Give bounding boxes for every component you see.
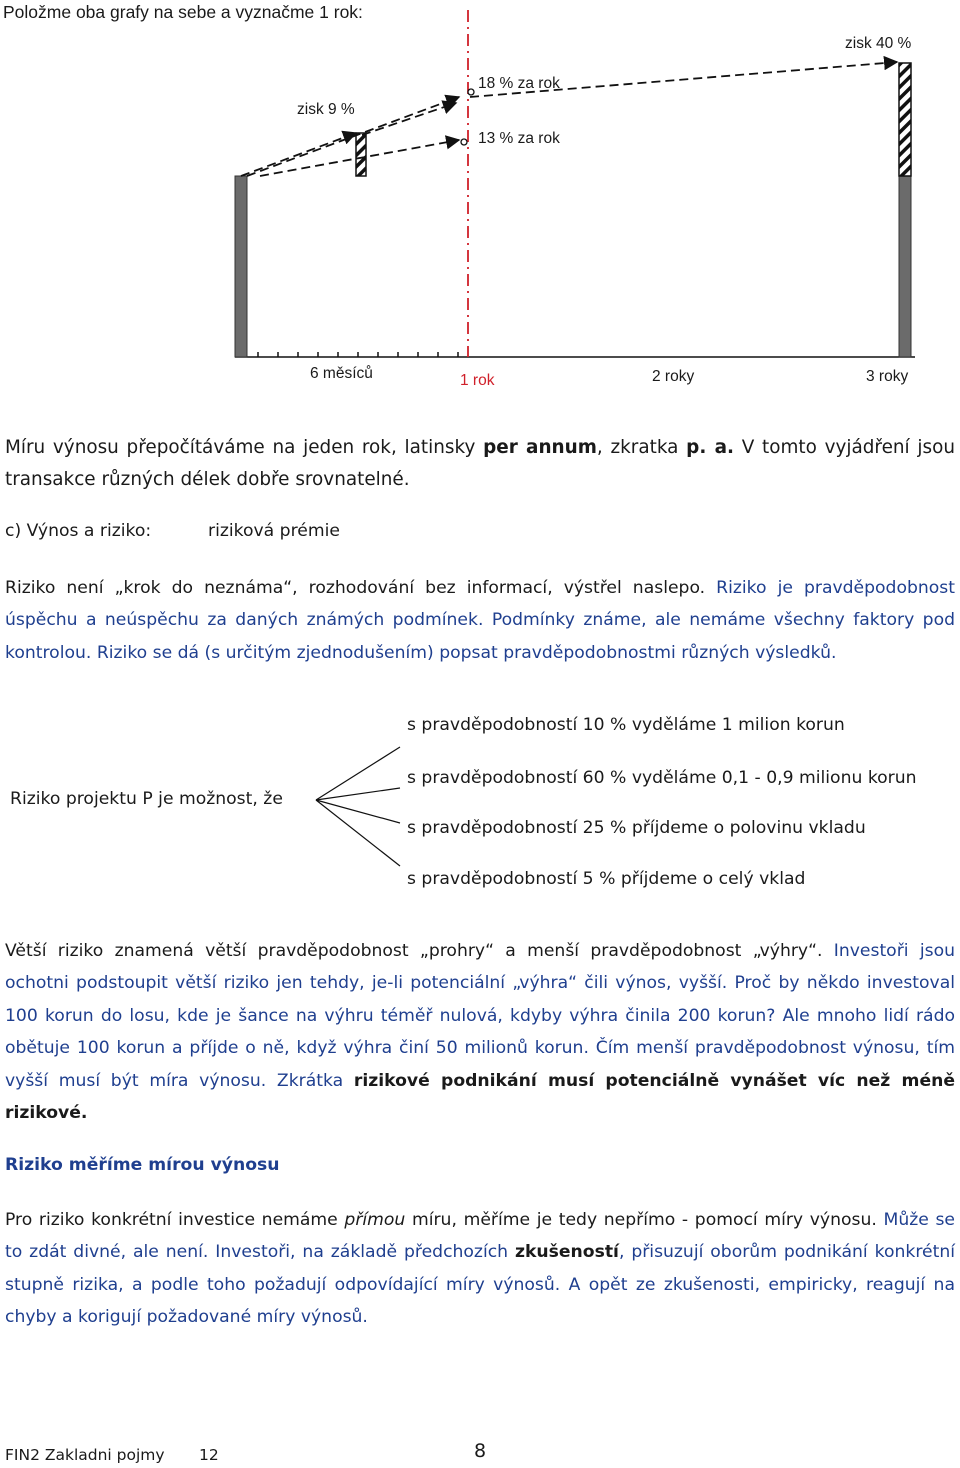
risk-outcome-4: s pravděpodobností 5 % příjdeme o celý vklad (407, 869, 806, 889)
paragraph-per-annum: Míru výnosu přepočítáváme na jeden rok, latinsky per annum, zkratka p. a. V tomto vyjádření jsou transakce různých délek dobře srovnatelné. (5, 437, 955, 490)
section-c-label: c) Výnos a riziko: (5, 521, 152, 541)
label-zisk-40: zisk 40 % (845, 35, 912, 52)
page-number: 8 (474, 1440, 487, 1462)
label-13-percent: 13 % za rok (478, 130, 560, 147)
footer-number: 12 (199, 1446, 219, 1464)
axis-label-6m: 6 měsíců (310, 365, 373, 382)
paragraph-bigger-risk: Větší riziko znamená větší pravděpodobnost „prohry“ a menší pravděpodobnost „výhry“. Investoři jsou ochotni podstoupit větší riziko jen tehdy, je-li potenciální „výhra“ čili výnos, vyšší. Proč by někdo investoval 100 korun do losu, kde je šance na výhru téměř nulová, kdyby výhra činila 200 korun? Ale mnoho lidí rádo obětuje 100 korun a příjde o ně, když výhra činí 50 milionů korun. Čím menší pravděpodobnost výnosu, tím vyšší musí být míra výnosu. Zkrátka rizikové podnikání musí potenciálně vynášet víc než méně rizikové. (5, 941, 956, 1124)
risk-outcome-3: s pravděpodobností 25 % příjdeme o polovinu vkladu (407, 818, 866, 838)
section-c-sub: riziková prémie (208, 521, 340, 541)
footer-doc-name: FIN2 Zakladni pojmy (5, 1446, 165, 1464)
axis-label-3y: 3 roky (866, 368, 909, 385)
section-measure-title: Riziko měříme mírou výnosu (5, 1155, 280, 1175)
label-zisk-9: zisk 9 % (297, 101, 355, 118)
axis-label-1y: 1 rok (460, 372, 495, 389)
paragraph-measure: Pro riziko konkrétní investice nemáme přímou míru, měříme je tedy nepřímo - pomocí míry výnosu. Může se to zdát divné, ale není. Investoři, na základě předchozích zkušeností, přisuzují oborům podnikání konkrétní stupně rizika, a podle toho požadují odpovídající míry výnosů. A opět ze zkušenosti, empiricky, reagují na chyby a korigují požadované míry výnosů. (5, 1210, 956, 1328)
label-18-percent: 18 % za rok (478, 75, 560, 92)
risk-outcome-2: s pravděpodobností 60 % vyděláme 0,1 - 0,9 milionu korun (407, 768, 917, 788)
heading: Položme oba grafy na sebe a vyznačme 1 rok: (3, 2, 363, 22)
risk-tree-root: Riziko projektu P je možnost, že (10, 789, 283, 809)
paragraph-risk: Riziko není „krok do neznáma“, rozhodování bez informací, výstřel naslepo. Riziko je pravděpodobnost úspěchu a neúspěchu za daných známých podmínek. Podmínky známe, ale nemáme všechny faktory pod kontrolou. Riziko se dá (s určitým zjednodušením) popsat pravděpodobnostmi různých výsledků. (5, 578, 955, 663)
risk-outcome-1: s pravděpodobností 10 % vyděláme 1 milion korun (407, 715, 845, 735)
axis-label-2y: 2 roky (652, 368, 695, 385)
